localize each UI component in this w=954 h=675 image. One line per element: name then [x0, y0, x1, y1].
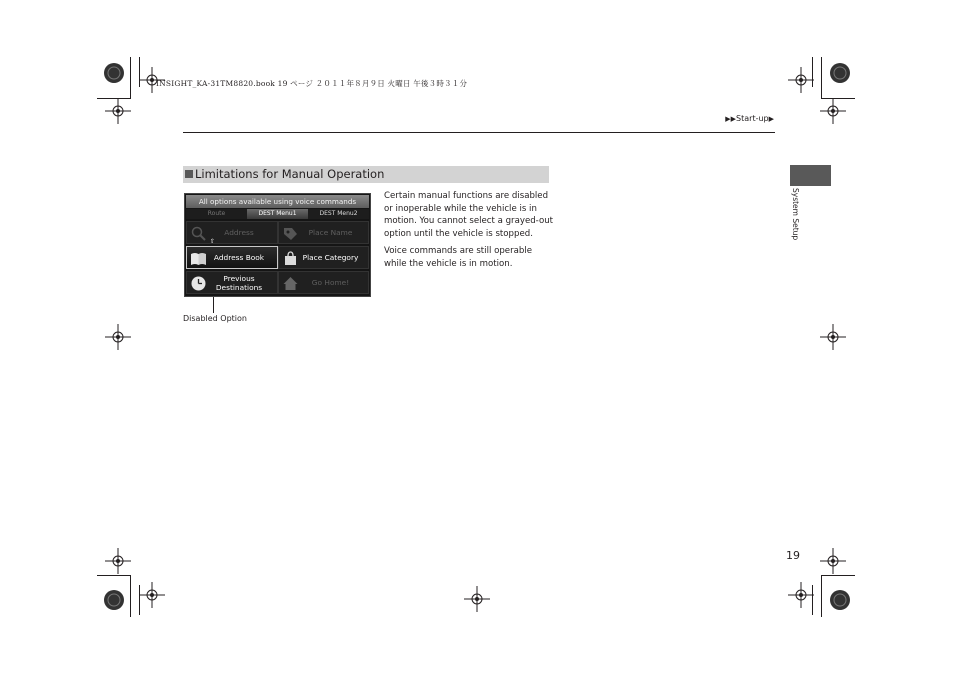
- place-name-label: Place Name: [308, 228, 353, 237]
- registration-mark-icon: [820, 98, 846, 124]
- magnifier-icon: [190, 225, 207, 242]
- crop-line: [821, 98, 855, 99]
- tab-route[interactable]: Route: [186, 209, 247, 219]
- tab-dest-menu1[interactable]: DEST Menu1: [247, 209, 308, 219]
- crop-line: [821, 575, 822, 617]
- body-paragraph: Certain manual functions are disabled or inoperable while the vehicle is in motion. You cannot select a grayed-out option until the vehicle is stopped.: [384, 191, 554, 239]
- corner-dot-top-left: [103, 62, 125, 84]
- crop-line: [97, 98, 131, 99]
- registration-mark-icon: [788, 67, 814, 93]
- square-bullet-icon: [185, 170, 193, 178]
- crop-line: [812, 585, 813, 615]
- breadcrumb[interactable]: [725, 114, 774, 123]
- screen-tab-bar: [186, 209, 369, 219]
- navigation-screen: [184, 193, 371, 297]
- file-info: INSIGHT_KA-31TM8820.book 19 ページ ２０１１年８月９日 火曜日 午後３時３１分: [156, 79, 468, 88]
- triangle-right-icon: ▶: [768, 115, 774, 123]
- menu-grid: [186, 221, 369, 296]
- previous-destinations-button[interactable]: [186, 271, 278, 294]
- callout-label: Disabled Option: [183, 314, 247, 323]
- header-rule: [183, 132, 775, 133]
- tab-dest-menu2[interactable]: DEST Menu2: [308, 209, 369, 219]
- chapter-tab-block: [790, 165, 831, 186]
- address-book-label: Address Book: [213, 253, 265, 262]
- registration-mark-icon: [820, 324, 846, 350]
- page-number: 19: [786, 549, 800, 562]
- crop-line: [130, 575, 131, 617]
- breadcrumb-label: Start-up: [736, 114, 769, 123]
- chapter-tab[interactable]: [788, 188, 803, 248]
- registration-mark-icon: [105, 98, 131, 124]
- registration-mark-icon: [139, 582, 165, 608]
- book-icon: [190, 250, 207, 267]
- address-label: Address: [224, 228, 254, 237]
- place-category-label: Place Category: [302, 253, 359, 262]
- address-book-button[interactable]: [186, 246, 278, 269]
- crop-line: [130, 57, 131, 99]
- place-category-button[interactable]: [278, 246, 369, 269]
- tag-icon: [282, 225, 299, 242]
- crop-line: [139, 585, 140, 615]
- clock-icon: [190, 275, 207, 292]
- crop-line: [821, 57, 822, 99]
- corner-dot-top-right: [829, 62, 851, 84]
- chapter-tab-label: System Setup: [791, 188, 800, 241]
- registration-mark-icon: [820, 548, 846, 574]
- body-paragraph: Voice commands are still operable while the vehicle is in motion.: [384, 246, 533, 269]
- go-home-button[interactable]: [278, 271, 369, 294]
- address-button[interactable]: [186, 221, 278, 244]
- registration-mark-icon: [788, 582, 814, 608]
- corner-dot-bottom-left: [103, 589, 125, 611]
- callout-line: [213, 297, 214, 313]
- registration-mark-icon: [105, 548, 131, 574]
- go-home-label: Go Home!: [311, 278, 350, 287]
- crop-line: [821, 575, 855, 576]
- voice-commands-banner: All options available using voice commands: [186, 195, 369, 208]
- crop-line: [812, 57, 813, 87]
- cursor-icon: ⇧: [210, 238, 216, 245]
- triangle-right-icon: ▶▶: [725, 115, 737, 123]
- section-title: Limitations for Manual Operation: [195, 167, 385, 181]
- shopping-bag-icon: [282, 250, 299, 267]
- registration-mark-icon: [464, 586, 490, 612]
- place-name-button[interactable]: [278, 221, 369, 244]
- crop-line: [97, 575, 131, 576]
- previous-destinations-label: Previous Destinations: [215, 273, 263, 292]
- registration-mark-icon: [105, 324, 131, 350]
- crop-line: [139, 57, 140, 87]
- body-text: [384, 190, 554, 276]
- home-icon: [282, 275, 299, 292]
- corner-dot-bottom-right: [829, 589, 851, 611]
